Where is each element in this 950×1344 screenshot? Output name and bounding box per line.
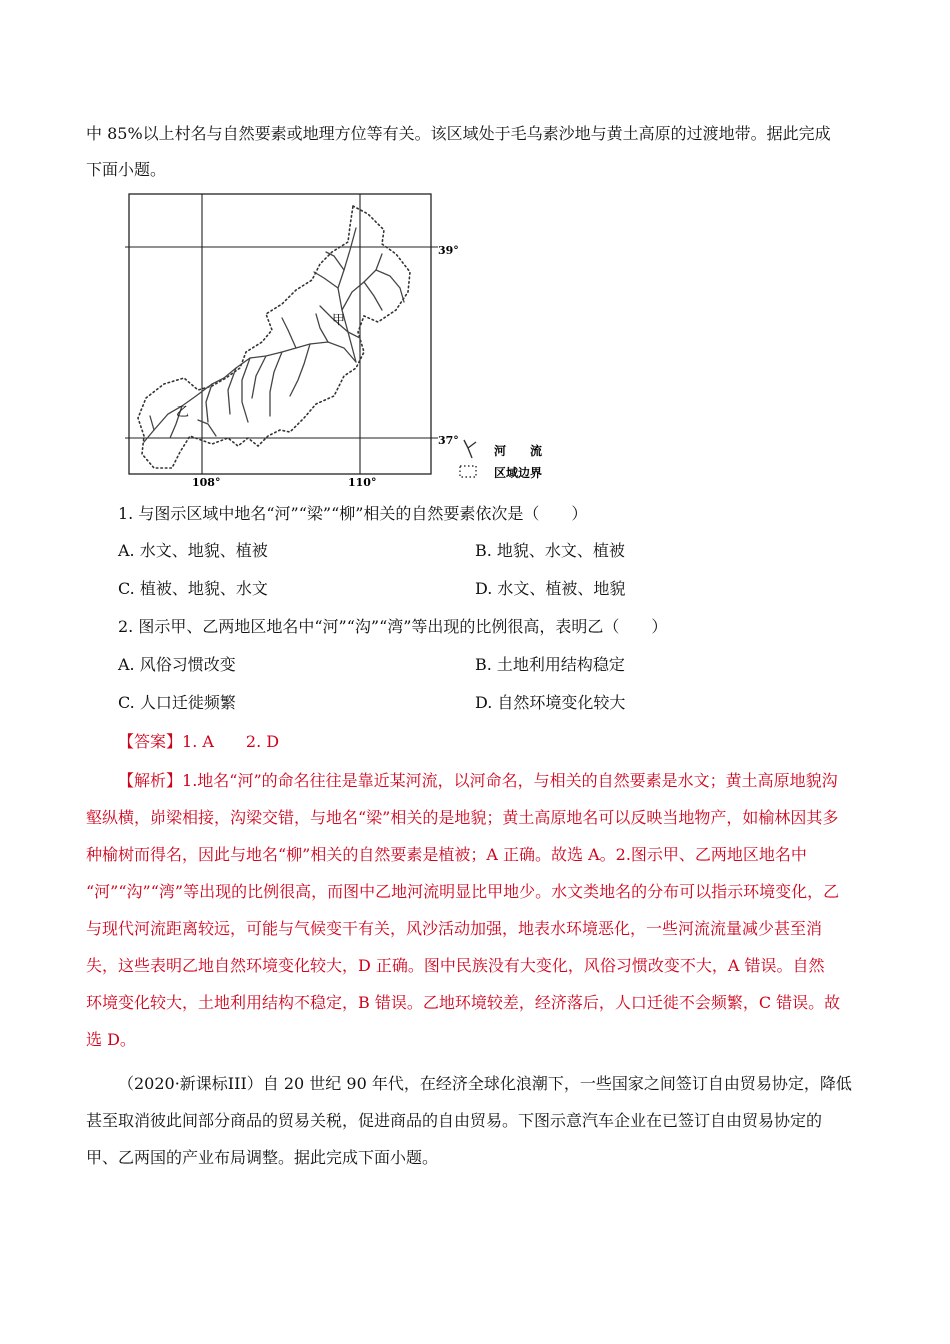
analysis-line-4: “河”“沟”“湾”等出现的比例很高，而图中乙地河流明显比甲地少。水文类地名的分布可以指示环境变化，乙 bbox=[86, 882, 840, 901]
analysis-paragraph bbox=[86, 762, 840, 1058]
legend-boundary-label: 区域边界 bbox=[494, 466, 543, 480]
next-line-3: 甲、乙两国的产业布局调整。据此完成下面小题。 bbox=[86, 1148, 439, 1167]
answer-tag: 【答案】 bbox=[118, 732, 183, 751]
q1-option-b: B. 地貌、水文、植被 bbox=[475, 541, 625, 560]
q2-option-b: B. 土地利用结构稳定 bbox=[475, 655, 625, 674]
q2-option-a: A. 风俗习惯改变 bbox=[118, 655, 236, 674]
lat-label-39: 39° bbox=[438, 244, 459, 257]
intro-line-2: 下面小题。 bbox=[86, 160, 167, 179]
q1-stem: 1. 与图示区域中地名“河”“梁”“柳”相关的自然要素依次是（ ） bbox=[118, 504, 588, 523]
legend-river-icon bbox=[464, 440, 476, 458]
analysis-line-1: 1.地名“河”的命名往往是靠近某河流，以河命名，与相关的自然要素是水文；黄土高原地貌沟 bbox=[182, 771, 838, 790]
q1-option-c: C. 植被、地貌、水文 bbox=[118, 579, 268, 598]
intro-line-1: 中 85%以上村名与自然要素或地理方位等有关。该区域处于毛乌素沙地与黄土高原的过渡地带。据此完成 bbox=[86, 124, 831, 143]
analysis-line-5: 与现代河流距离较远，可能与气候变干有关，风沙活动加强，地表水环境恶化，一些河流流量减少甚至消 bbox=[86, 919, 823, 938]
q2-stem: 2. 图示甲、乙两地区地名中“河”“沟”“湾”等出现的比例很高，表明乙（ ） bbox=[118, 617, 668, 636]
label-jia: 甲 bbox=[332, 313, 346, 328]
q2-option-c: C. 人口迁徙频繁 bbox=[118, 693, 236, 712]
label-yi: 乙 bbox=[176, 405, 190, 420]
analysis-line-6: 失，这些表明乙地自然环境变化较大，D 正确。图中民族没有大变化，风俗习惯改变不大，A 错误。自然 bbox=[86, 956, 825, 975]
lon-label-108: 108° bbox=[192, 476, 221, 489]
analysis-tag: 【解析】 bbox=[118, 771, 183, 790]
answer-text: 1. A 2. D bbox=[182, 732, 280, 751]
legend-boundary-icon bbox=[460, 466, 476, 477]
q2-option-d: D. 自然环境变化较大 bbox=[475, 693, 626, 712]
analysis-line-2: 壑纵横，峁梁相接，沟梁交错，与地名“梁”相关的是地貌；黄土高原地名可以反映当地物产，如榆林因其多 bbox=[86, 808, 839, 827]
lon-label-110: 110° bbox=[348, 476, 377, 489]
q1-option-d: D. 水文、植被、地貌 bbox=[475, 579, 626, 598]
region-map-figure bbox=[120, 192, 580, 492]
analysis-line-7: 环境变化较大，土地利用结构不稳定，B 错误。乙地环境较差，经济落后，人口迁徙不会频繁，C 错误。故 bbox=[86, 993, 841, 1012]
answer-line bbox=[118, 725, 279, 759]
next-line-1: （2020·新课标III）自 20 世纪 90 年代，在经济全球化浪潮下，一些国家之间签订自由贸易协定，降低 bbox=[118, 1074, 852, 1093]
analysis-line-8: 选 D。 bbox=[86, 1030, 136, 1049]
region-boundary bbox=[138, 206, 410, 468]
next-line-2: 甚至取消彼此间部分商品的贸易关税，促进商品的自由贸易。下图示意汽车企业在已签订自由贸易协定的 bbox=[86, 1111, 823, 1130]
analysis-line-3: 种榆树而得名，因此与地名“柳”相关的自然要素是植被；A 正确。故选 A。2.图示甲、乙两地区地名中 bbox=[86, 845, 807, 864]
q1-option-a: A. 水文、地貌、植被 bbox=[118, 541, 268, 560]
next-question-intro bbox=[86, 1065, 852, 1176]
map-frame bbox=[129, 194, 431, 474]
legend-river-label: 河 流 bbox=[494, 444, 543, 458]
lat-label-37: 37° bbox=[438, 434, 459, 447]
